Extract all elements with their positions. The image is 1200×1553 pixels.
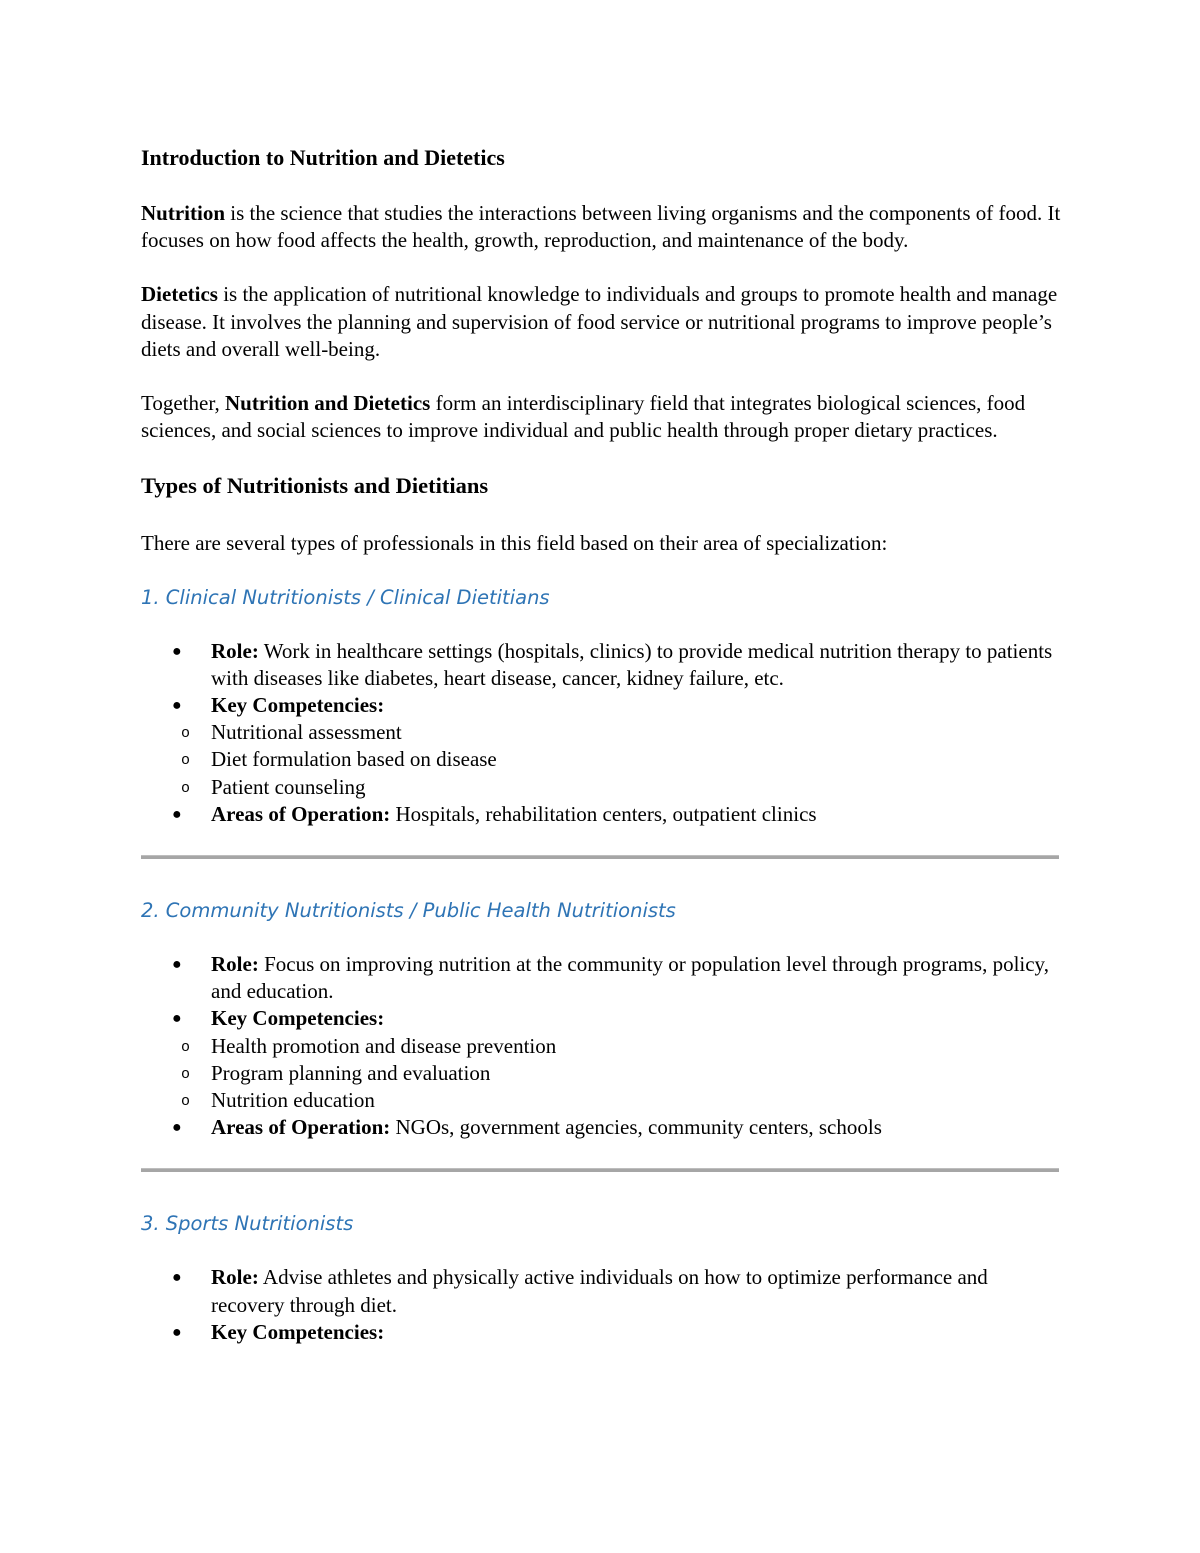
bullet-icon: ●: [172, 805, 182, 823]
sub-list-item: o Program planning and evaluation: [141, 1060, 1061, 1087]
term-nutrition-and-dietetics: Nutrition and Dietetics: [225, 391, 431, 416]
community-list: [141, 951, 1061, 1141]
paragraph-together: [141, 390, 1061, 444]
competencies-label: Key Competencies:: [211, 1006, 385, 1031]
areas-text: NGOs, government agencies, community centers, schools: [390, 1115, 882, 1140]
bullet-icon: ●: [172, 697, 182, 715]
sub-list-item: o Health promotion and disease prevention: [141, 1033, 1061, 1060]
circle-bullet-icon: o: [181, 1093, 191, 1111]
term-nutrition: Nutrition: [141, 201, 225, 225]
list-item-role: [141, 951, 1061, 1005]
sports-list: [141, 1264, 1061, 1346]
circle-bullet-icon: o: [181, 1038, 191, 1056]
clinical-list: [141, 638, 1061, 828]
sub-list-item: o Patient counseling: [141, 774, 1061, 801]
role-text: Work in healthcare settings (hospitals, clinics) to provide medical nutrition therapy to patients with diseases like diabetes, heart disease, cancer, kidney failure, etc.: [211, 638, 1053, 690]
together-text: form an interdisciplinary field that integrates biological sciences, food sciences, and social sciences to improve individual and public health through proper dietary practices.: [141, 391, 1026, 443]
nutrition-definition: is the science that studies the interactions between living organisms and the components of food. It focuses on how food affects the health, growth, reproduction, and maintenance of the body.: [141, 201, 1061, 253]
term-dietetics: Dietetics: [141, 282, 218, 307]
bullet-icon: ●: [172, 642, 182, 660]
bullet-icon: ●: [172, 1010, 182, 1028]
dietetics-definition: is the application of nutritional knowledge to individuals and groups to promote health and manage disease. It involves the planning and supervision of food service or nutritional programs to improve people’s diets and overall well-being.: [141, 282, 1058, 361]
competencies-sublist: [141, 1033, 1061, 1115]
circle-bullet-icon: o: [181, 725, 191, 743]
types-heading: Types of Nutritionists and Dietitians: [141, 473, 489, 499]
areas-text: Hospitals, rehabilitation centers, outpatient clinics: [390, 801, 817, 826]
competencies-label: Key Competencies:: [211, 1319, 385, 1344]
paragraph-nutrition: [141, 200, 1061, 254]
areas-label: Areas of Operation:: [211, 801, 391, 826]
list-item-areas: [141, 1114, 1061, 1141]
section-heading-clinical: 1. Clinical Nutritionists / Clinical Dietitians: [141, 585, 550, 609]
competencies-label: Key Competencies:: [211, 693, 385, 718]
document-page: [141, 140, 1061, 1346]
circle-bullet-icon: o: [181, 1065, 191, 1083]
role-text: Focus on improving nutrition at the community or population level through programs, policy, and education.: [211, 952, 1049, 1004]
role-label: Role:: [211, 1265, 259, 1290]
sub-list-item: o Nutrition education: [141, 1087, 1061, 1114]
sub-list-item: o Nutritional assessment: [141, 719, 1061, 746]
document-title: Introduction to Nutrition and Dietetics: [141, 145, 505, 170]
competencies-sublist: [141, 719, 1061, 801]
role-label: Role:: [211, 638, 259, 663]
list-item-competencies: [141, 1319, 1061, 1346]
list-item-competencies: [141, 692, 1061, 801]
circle-bullet-icon: o: [181, 779, 191, 797]
section-heading-sports: 3. Sports Nutritionists: [141, 1212, 354, 1236]
bullet-icon: ●: [172, 1323, 182, 1341]
areas-label: Areas of Operation:: [211, 1115, 391, 1140]
role-text: Advise athletes and physically active individuals on how to optimize performance and recovery through diet.: [211, 1265, 988, 1317]
list-item-role: [141, 638, 1061, 692]
list-item-role: [141, 1264, 1061, 1318]
bullet-icon: ●: [172, 1269, 182, 1287]
circle-bullet-icon: o: [181, 752, 191, 770]
list-item-areas: [141, 801, 1061, 828]
section-heading-community: 2. Community Nutritionists / Public Health Nutritionists: [141, 899, 676, 923]
together-prefix: Together,: [141, 391, 225, 416]
bullet-icon: ●: [172, 1119, 182, 1137]
types-intro: There are several types of professionals in this field based on their area of specialization:: [141, 531, 888, 556]
paragraph-dietetics: [141, 281, 1061, 363]
role-label: Role:: [211, 952, 259, 977]
list-item-competencies: [141, 1005, 1061, 1114]
sub-list-item: o Diet formulation based on disease: [141, 746, 1061, 773]
bullet-icon: ●: [172, 956, 182, 974]
